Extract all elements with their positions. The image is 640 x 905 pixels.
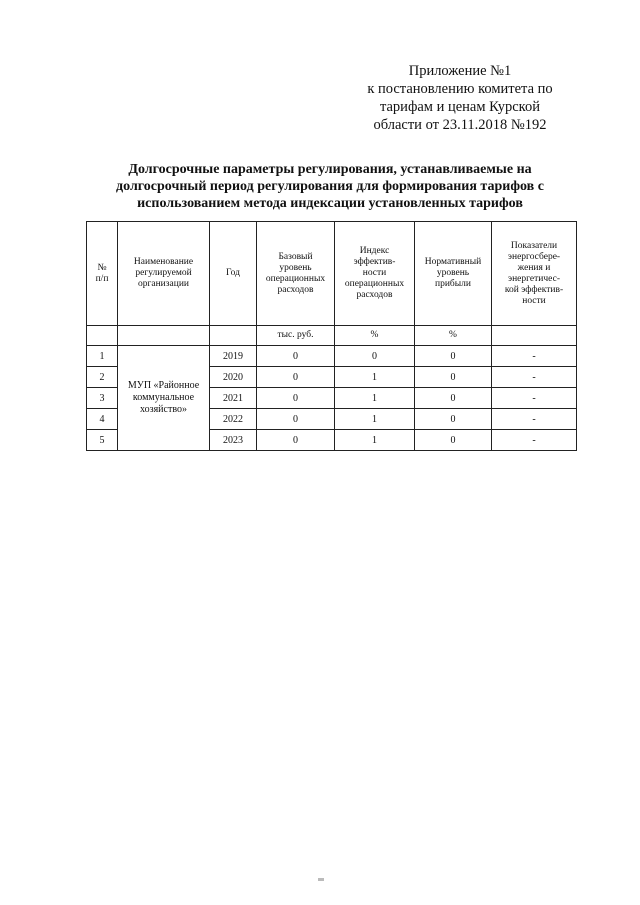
appendix-line: к постановлению комитета по [367, 81, 553, 97]
appendix-line: области от 23.11.2018 №192 [373, 117, 547, 133]
row-energy: - [492, 367, 577, 388]
row-year: 2022 [210, 409, 257, 430]
row-profit: 0 [415, 367, 492, 388]
title-line: долгосрочный период регулирования для формирования тарифов с [116, 179, 544, 194]
row-index: 1 [335, 388, 415, 409]
title-line: использованием метода индексации установленных тарифов [137, 196, 523, 211]
row-base: 0 [257, 367, 335, 388]
header-organization: Наименование регулируемой организации [118, 222, 210, 326]
header-base-level: Базовый уровень операционных расходов [257, 222, 335, 326]
row-energy: - [492, 409, 577, 430]
row-profit: 0 [415, 409, 492, 430]
row-num: 2 [87, 367, 118, 388]
unit-base: тыс. руб. [257, 326, 335, 346]
document-title [70, 161, 590, 212]
appendix-line: тарифам и ценам Курской [379, 99, 540, 115]
row-energy: - [492, 346, 577, 367]
appendix-line: Приложение №1 [408, 63, 512, 79]
table-row [87, 346, 577, 367]
row-index: 1 [335, 430, 415, 451]
title-line: Долгосрочные параметры регулирования, устанавливаемые на [128, 162, 532, 177]
table-units-row [87, 326, 577, 346]
row-profit: 0 [415, 388, 492, 409]
row-index: 1 [335, 409, 415, 430]
header-profit-level: Нормативный уровень прибыли [415, 222, 492, 326]
table-header-row [87, 222, 577, 326]
header-num: № п/п [87, 222, 118, 326]
row-base: 0 [257, 430, 335, 451]
row-energy: - [492, 430, 577, 451]
row-profit: 0 [415, 346, 492, 367]
row-index: 0 [335, 346, 415, 367]
header-year: Год [210, 222, 257, 326]
row-profit: 0 [415, 430, 492, 451]
appendix-block [330, 62, 590, 134]
row-num: 3 [87, 388, 118, 409]
row-base: 0 [257, 388, 335, 409]
row-year: 2019 [210, 346, 257, 367]
row-year: 2021 [210, 388, 257, 409]
row-num: 4 [87, 409, 118, 430]
row-energy: - [492, 388, 577, 409]
unit-index: % [335, 326, 415, 346]
row-year: 2023 [210, 430, 257, 451]
scan-artifact [318, 878, 324, 881]
row-base: 0 [257, 346, 335, 367]
parameters-table [86, 221, 577, 451]
organization-name: МУП «Районное коммунальное хозяйство» [118, 346, 210, 451]
header-energy-indicators: Показатели энергосбере- жения и энергетичес- кой эффектив- ности [492, 222, 577, 326]
header-efficiency-index: Индекс эффектив- ности операционных расходов [335, 222, 415, 326]
row-index: 1 [335, 367, 415, 388]
row-year: 2020 [210, 367, 257, 388]
unit-profit: % [415, 326, 492, 346]
row-base: 0 [257, 409, 335, 430]
row-num: 5 [87, 430, 118, 451]
row-num: 1 [87, 346, 118, 367]
